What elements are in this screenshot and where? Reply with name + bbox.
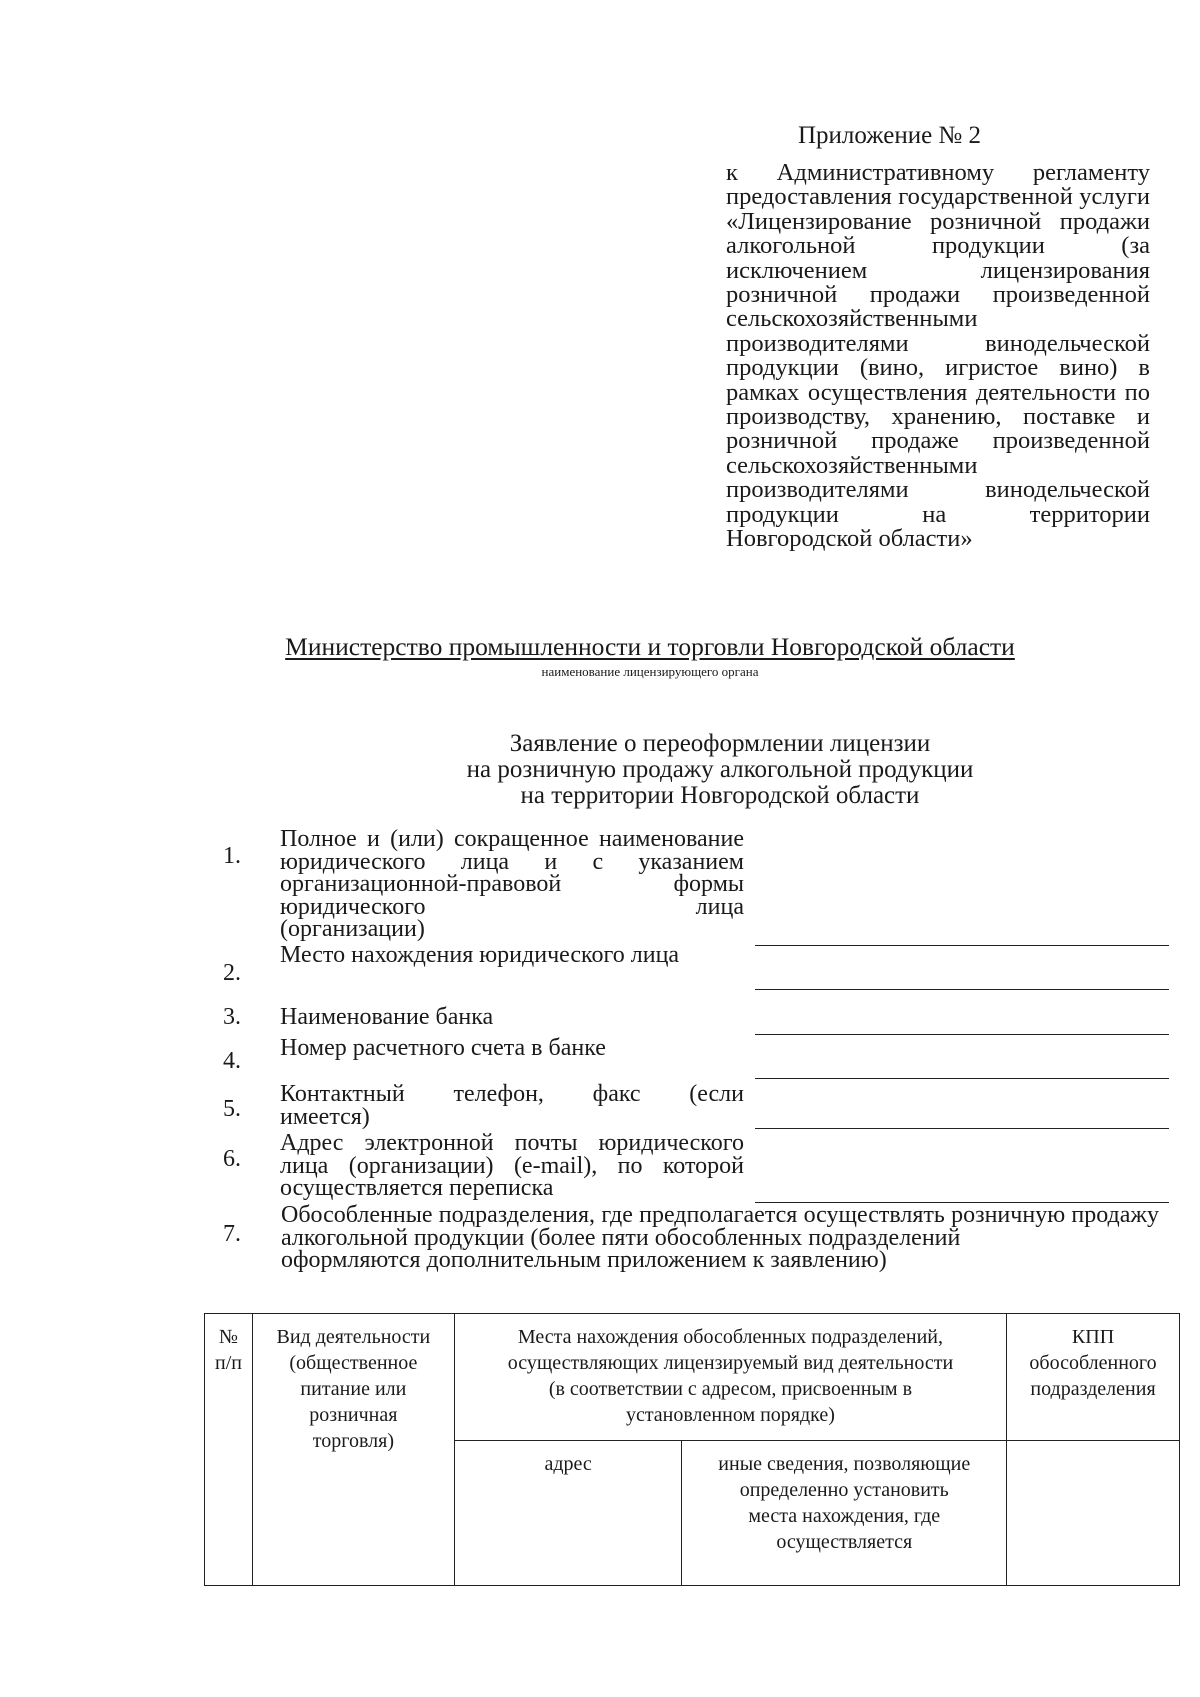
title-line: на розничную продажу алкогольной продукции: [466, 756, 974, 783]
item-number: 3.: [223, 1004, 241, 1030]
licensing-authority-name: Министерство промышленности и торговли Новгородской области: [285, 632, 1015, 661]
header-line: Вид деятельности: [276, 1326, 431, 1348]
item-label-text: Адрес электронной почты юридического лица (организации) (e-mail), по которой: [280, 1130, 744, 1179]
header-line: (в соответствии с адресом, присвоенным в: [548, 1378, 913, 1400]
title-line: на территории Новгородской области: [520, 782, 920, 809]
header-line: торговля): [312, 1430, 394, 1452]
item-label-subdivisions: [281, 1204, 1159, 1272]
header-line: №: [218, 1326, 239, 1348]
header-line: адрес: [544, 1453, 592, 1475]
table-header-row: [205, 1314, 1180, 1441]
header-line: питание или: [300, 1378, 407, 1400]
bank-name-field[interactable]: [755, 1034, 1169, 1035]
item-label-phone: [280, 1083, 744, 1128]
appendix-description-main: к Административному регламенту предоставления государственной услуги «Лицензирование розничной продажи алкогольной продукции (за исключением лицензирования розничной продажи произведенной сельскохозяйственными производителями винодельческой продукции (вино, игристое вино) в рамках осуществления деятельности по производству, хранению, поставке и розничной продаже произведенной сельскохозяйственными производителями винодельческой продукции на территории: [726, 159, 1150, 528]
header-line: места нахождения, где: [748, 1505, 941, 1527]
header-line: п/п: [214, 1352, 242, 1374]
header-activity-type: [252, 1314, 454, 1586]
item-number: 6.: [223, 1146, 241, 1172]
item-label-email: [280, 1132, 744, 1200]
item-label-text: Контактный телефон, факс (если: [280, 1081, 744, 1107]
item-label-bank: Наименование банка: [280, 1004, 494, 1030]
header-number: [205, 1314, 253, 1586]
subheader-other-info: [682, 1441, 1007, 1586]
header-line: (общественное: [289, 1352, 418, 1374]
item-number: 7.: [223, 1221, 241, 1247]
item-number: 5.: [223, 1096, 241, 1122]
application-title: [320, 731, 1120, 809]
item-label-tail: осуществляется переписка: [280, 1175, 554, 1202]
header-line: осуществляется: [776, 1531, 913, 1553]
kpp-cell[interactable]: [1007, 1441, 1180, 1586]
header-line: розничная: [309, 1404, 398, 1426]
header-locations: [454, 1314, 1006, 1441]
appendix-description: [726, 161, 1150, 552]
item-label-account: Номер расчетного счета в банке: [280, 1035, 606, 1061]
appendix-description-tail: Новгородской области»: [726, 525, 973, 553]
header-line: подразделения: [1030, 1378, 1156, 1400]
item-number: 2.: [223, 960, 241, 986]
item-label-tail: (организации): [280, 916, 425, 943]
item-label-text: Обособленные подразделения, где предполагается осуществлять розничную продажу алкогольной продукции (более пяти обособленных подразделений: [281, 1202, 1159, 1251]
header-line: КПП: [1071, 1326, 1115, 1348]
header-line: Места нахождения обособленных подразделений,: [517, 1326, 943, 1348]
item-label-tail: оформляются дополнительным приложением к заявлению): [281, 1247, 887, 1274]
phone-fax-field[interactable]: [755, 1128, 1169, 1129]
appendix-title: Приложение № 2: [798, 122, 982, 149]
header-kpp: [1007, 1314, 1180, 1441]
licensing-authority-caption: наименование лицензирующего органа: [541, 664, 759, 679]
subdivisions-table: [204, 1313, 1180, 1586]
header-line: определенно установить: [739, 1479, 949, 1501]
header-line: осуществляющих лицензируемый вид деятельности: [507, 1352, 954, 1374]
item-label-location: Место нахождения юридического лица: [280, 942, 680, 968]
item-label-legal-name: [280, 828, 744, 941]
legal-name-field[interactable]: [755, 945, 1169, 946]
header-line: обособленного: [1029, 1352, 1157, 1374]
header-line: иные сведения, позволяющие: [718, 1453, 971, 1475]
subheader-address: [454, 1441, 682, 1586]
item-label-tail: имеется): [280, 1103, 370, 1130]
account-number-field[interactable]: [755, 1078, 1169, 1079]
item-number: 1.: [223, 843, 241, 869]
header-line: установленном порядке): [625, 1404, 835, 1426]
location-field[interactable]: [755, 989, 1169, 990]
item-label-text: Полное и (или) сокращенное наименование юридического лица и с указанием организационной-правовой формы юридического лица: [280, 826, 744, 920]
title-line: Заявление о переоформлении лицензии: [509, 730, 931, 757]
item-number: 4.: [223, 1048, 241, 1074]
